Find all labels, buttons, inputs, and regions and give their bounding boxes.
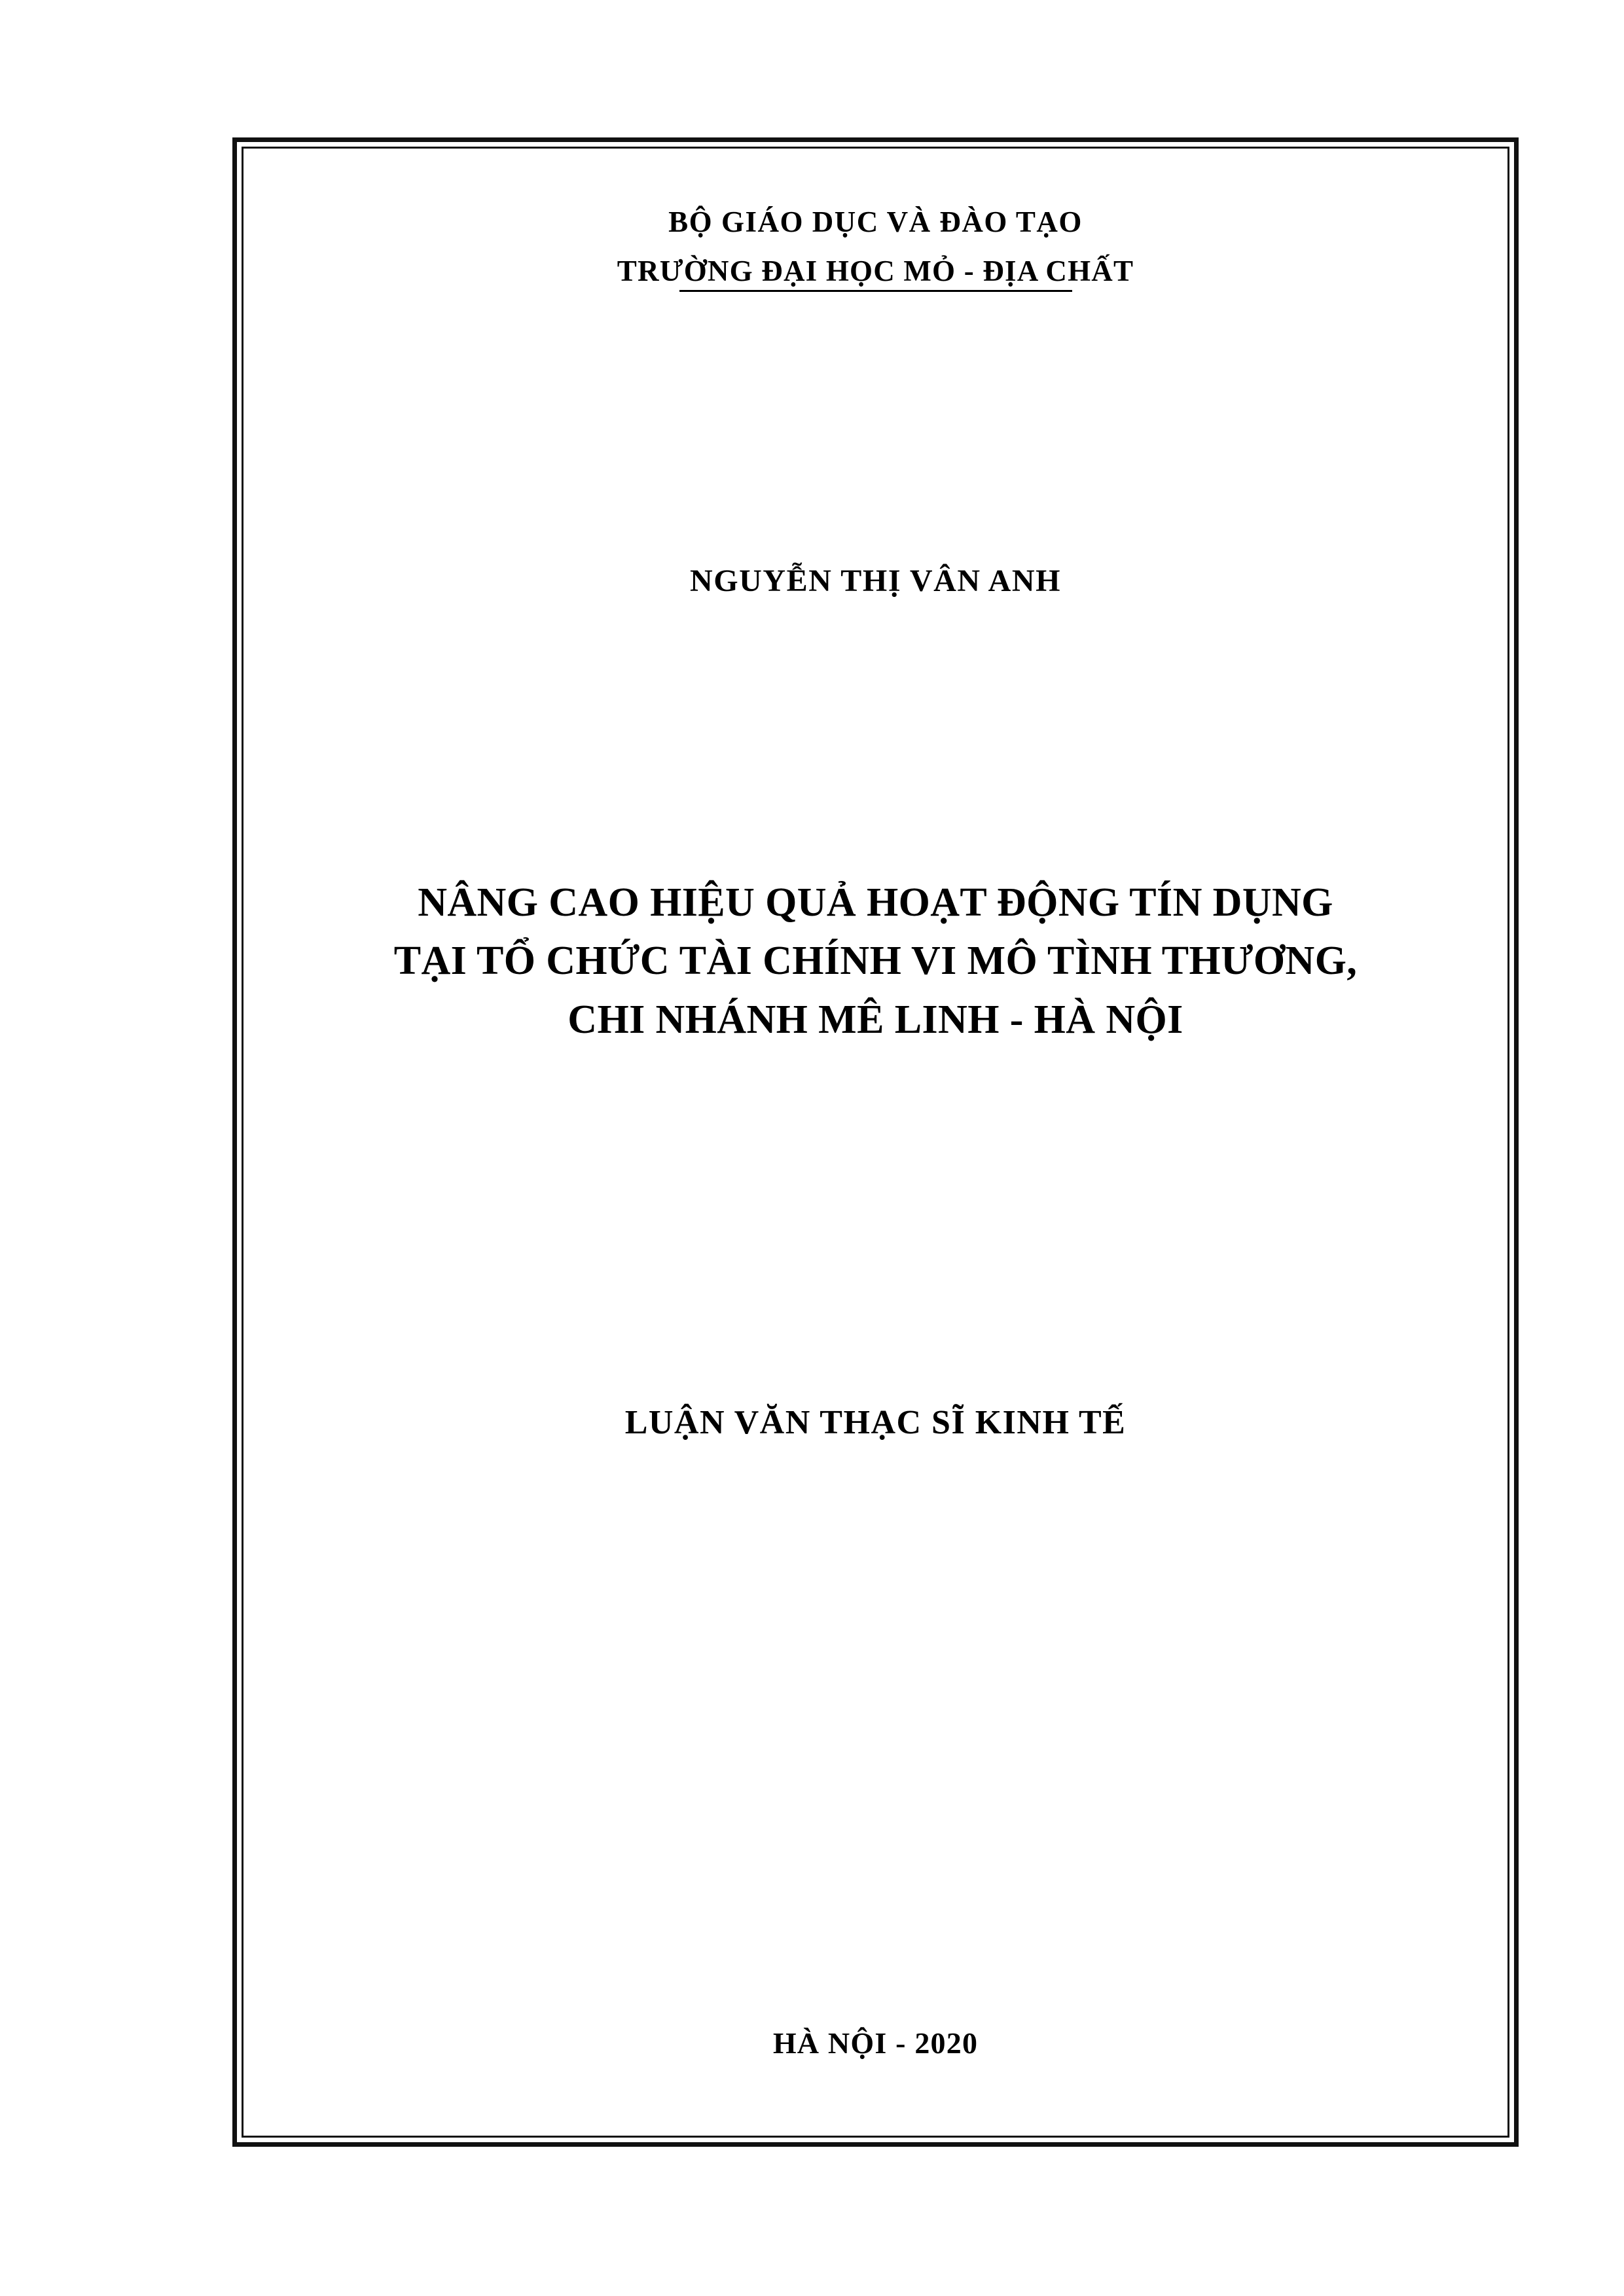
- author-name: NGUYỄN THỊ VÂN ANH: [689, 563, 1062, 598]
- university-name: TRƯỜNG ĐẠI HỌC MỎ - ĐỊA CHẤT: [617, 254, 1134, 287]
- thesis-title-line-2: TẠI TỔ CHỨC TÀI CHÍNH VI MÔ TÌNH THƯƠNG,: [393, 939, 1358, 984]
- university-name-wrapper: [617, 254, 1134, 288]
- thesis-title: [300, 874, 1452, 1050]
- title-page-content: [242, 147, 1509, 2138]
- thesis-title-line-3: CHI NHÁNH MÊ LINH - HÀ NỘI: [568, 997, 1183, 1043]
- ministry-name: BỘ GIÁO DỤC VÀ ĐÀO TẠO: [668, 206, 1083, 238]
- place-and-year: HÀ NỘI - 2020: [772, 2026, 979, 2060]
- university-underline: [679, 290, 1072, 292]
- degree-label: LUẬN VĂN THẠC SĨ KINH TẾ: [624, 1404, 1127, 1442]
- thesis-title-line-1: NÂNG CAO HIỆU QUẢ HOẠT ĐỘNG TÍN DỤNG: [418, 880, 1333, 925]
